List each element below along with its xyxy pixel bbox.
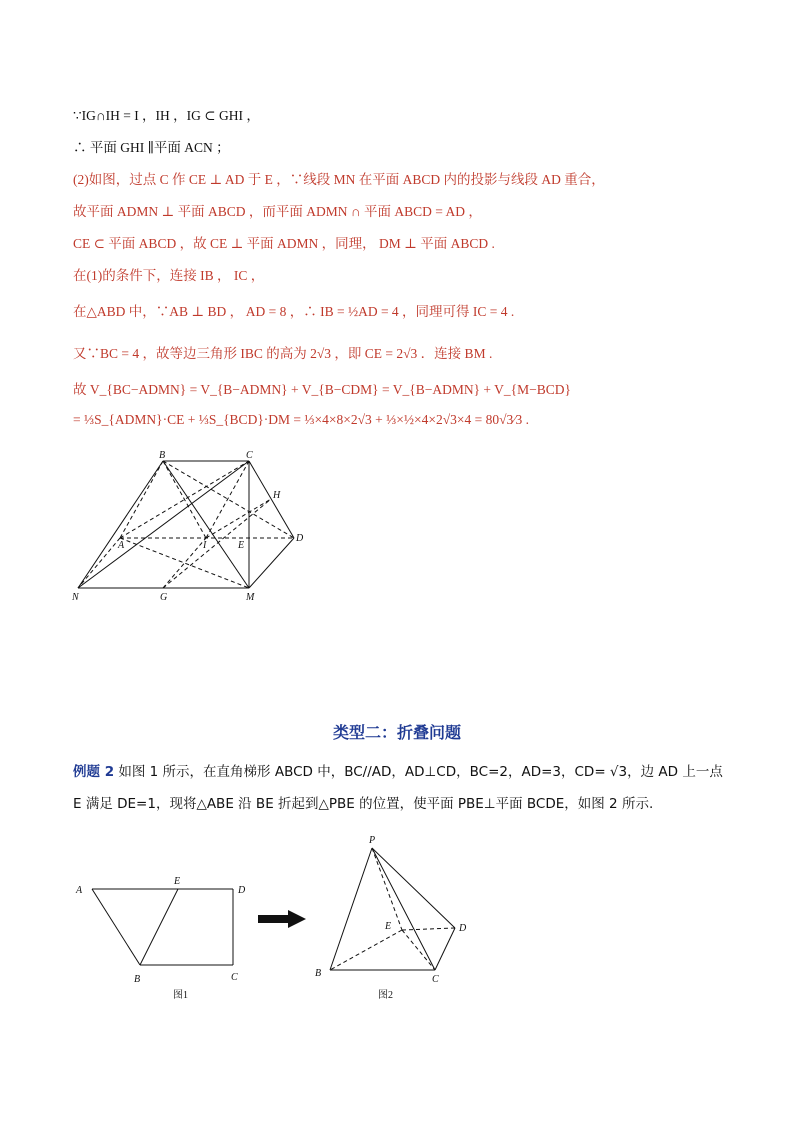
label-H: H: [273, 490, 281, 501]
solution-line-10: = ⅓S_{ADMN}·CE + ⅓S_{BCD}·DM = ⅓×4×8×2√3 + ⅓×½×4×2√3×4 = 80√3⁄3 .: [73, 412, 530, 427]
edge-CD: [435, 928, 455, 970]
edge-PD: [372, 848, 455, 928]
solution-line-1: ∵IG∩IH = I ，IH ，IG ⊂ GHI ，: [73, 108, 260, 123]
edge-PE: [372, 848, 402, 930]
solid-figure: [60, 448, 320, 608]
label-A: A: [118, 540, 125, 551]
pyramid-figure: [305, 828, 485, 1008]
section-title: 类型二：折叠问题: [332, 723, 461, 742]
solution-line-8: 又∵BC = 4 ，故等边三角形 IBC 的高为 2√3 ，即 CE = 2√3 ．连接 BM .: [73, 346, 493, 361]
label-E: E: [174, 876, 181, 887]
label-D: D: [296, 533, 304, 544]
edge-BA: [120, 461, 163, 538]
edge-EB: [330, 930, 402, 970]
label-C: C: [432, 974, 439, 985]
label-C: C: [246, 450, 253, 461]
edge-PB: [330, 848, 372, 970]
solution-line-6: 在(1)的条件下，连接 IB ， IC ，: [73, 268, 265, 283]
edge-DM: [249, 538, 294, 588]
example-line-1: [73, 760, 723, 780]
edge-BI: [163, 461, 206, 538]
solution-line-9: 故 V_{BC−ADMN} = V_{B−ADMN} + V_{B−CDM} = V_{B−ADMN} + V_{M−BCD}: [73, 382, 572, 397]
solution-line-2: ∴ 平面 GHI ∥平面 ACN ；: [73, 140, 230, 155]
edge-BM: [163, 461, 249, 588]
solution-line-4: 故平面 ADMN ⊥ 平面 ABCD ，而平面 ADMN ∩ 平面 ABCD = AD ，: [73, 204, 482, 219]
label-D: D: [238, 885, 246, 896]
label-B: B: [315, 968, 322, 979]
label-P: P: [369, 835, 376, 846]
trapezoid-figure: [68, 870, 258, 1010]
edge-NC: [78, 461, 249, 588]
example-label: 例题 2: [73, 764, 115, 780]
edge-AM: [120, 538, 249, 588]
label-G: G: [160, 592, 168, 603]
edge-GI: [163, 538, 206, 588]
example-line-2: E 满足 DE=1，现将△ABE 沿 BE 折起到△PBE 的位置，使平面 PBE⊥平面 BCDE，如图 2 所示.: [73, 796, 654, 812]
arrow-right-icon: [258, 910, 306, 928]
label-E: E: [238, 540, 245, 551]
edge-ED: [402, 928, 455, 930]
label-B: B: [134, 974, 141, 985]
edge-CI: [206, 461, 249, 538]
edge-EB: [140, 889, 178, 965]
edge-AB: [92, 889, 140, 965]
label-E: E: [385, 921, 392, 932]
solution-line-3: (2)如图，过点 C 作 CE ⊥ AD 于 E ，∵线段 MN 在平面 ABCD 内的投影与线段 AD 重合，: [73, 172, 605, 187]
example-text-1: 如图 1 所示，在直角梯形 ABCD 中，BC//AD，AD⊥CD，BC=2，AD=3，CD= √3，边 AD 上一点: [118, 764, 723, 780]
label-M: M: [246, 592, 255, 603]
label-B: B: [159, 450, 166, 461]
edge-PC: [372, 848, 435, 970]
label-A: A: [76, 885, 83, 896]
edge-AN: [78, 538, 120, 588]
label-N: N: [72, 592, 79, 603]
label-C: C: [231, 972, 238, 983]
figure-caption-1: 图1: [173, 990, 188, 1001]
solution-line-5: CE ⊂ 平面 ABCD ，故 CE ⊥ 平面 ADMN ，同理， DM ⊥ 平面 ABCD .: [73, 236, 495, 251]
edge-NB: [78, 461, 163, 588]
figure-caption-2: 图2: [378, 990, 393, 1001]
label-I: I: [203, 540, 207, 551]
solution-line-7: 在△ABD 中，∵AB ⊥ BD ， AD = 8 ，∴ IB = ½AD = 4 ，同理可得 IC = 4 .: [73, 304, 515, 319]
edge-EC: [402, 930, 435, 970]
label-D: D: [459, 923, 467, 934]
edge-CD: [249, 461, 294, 538]
